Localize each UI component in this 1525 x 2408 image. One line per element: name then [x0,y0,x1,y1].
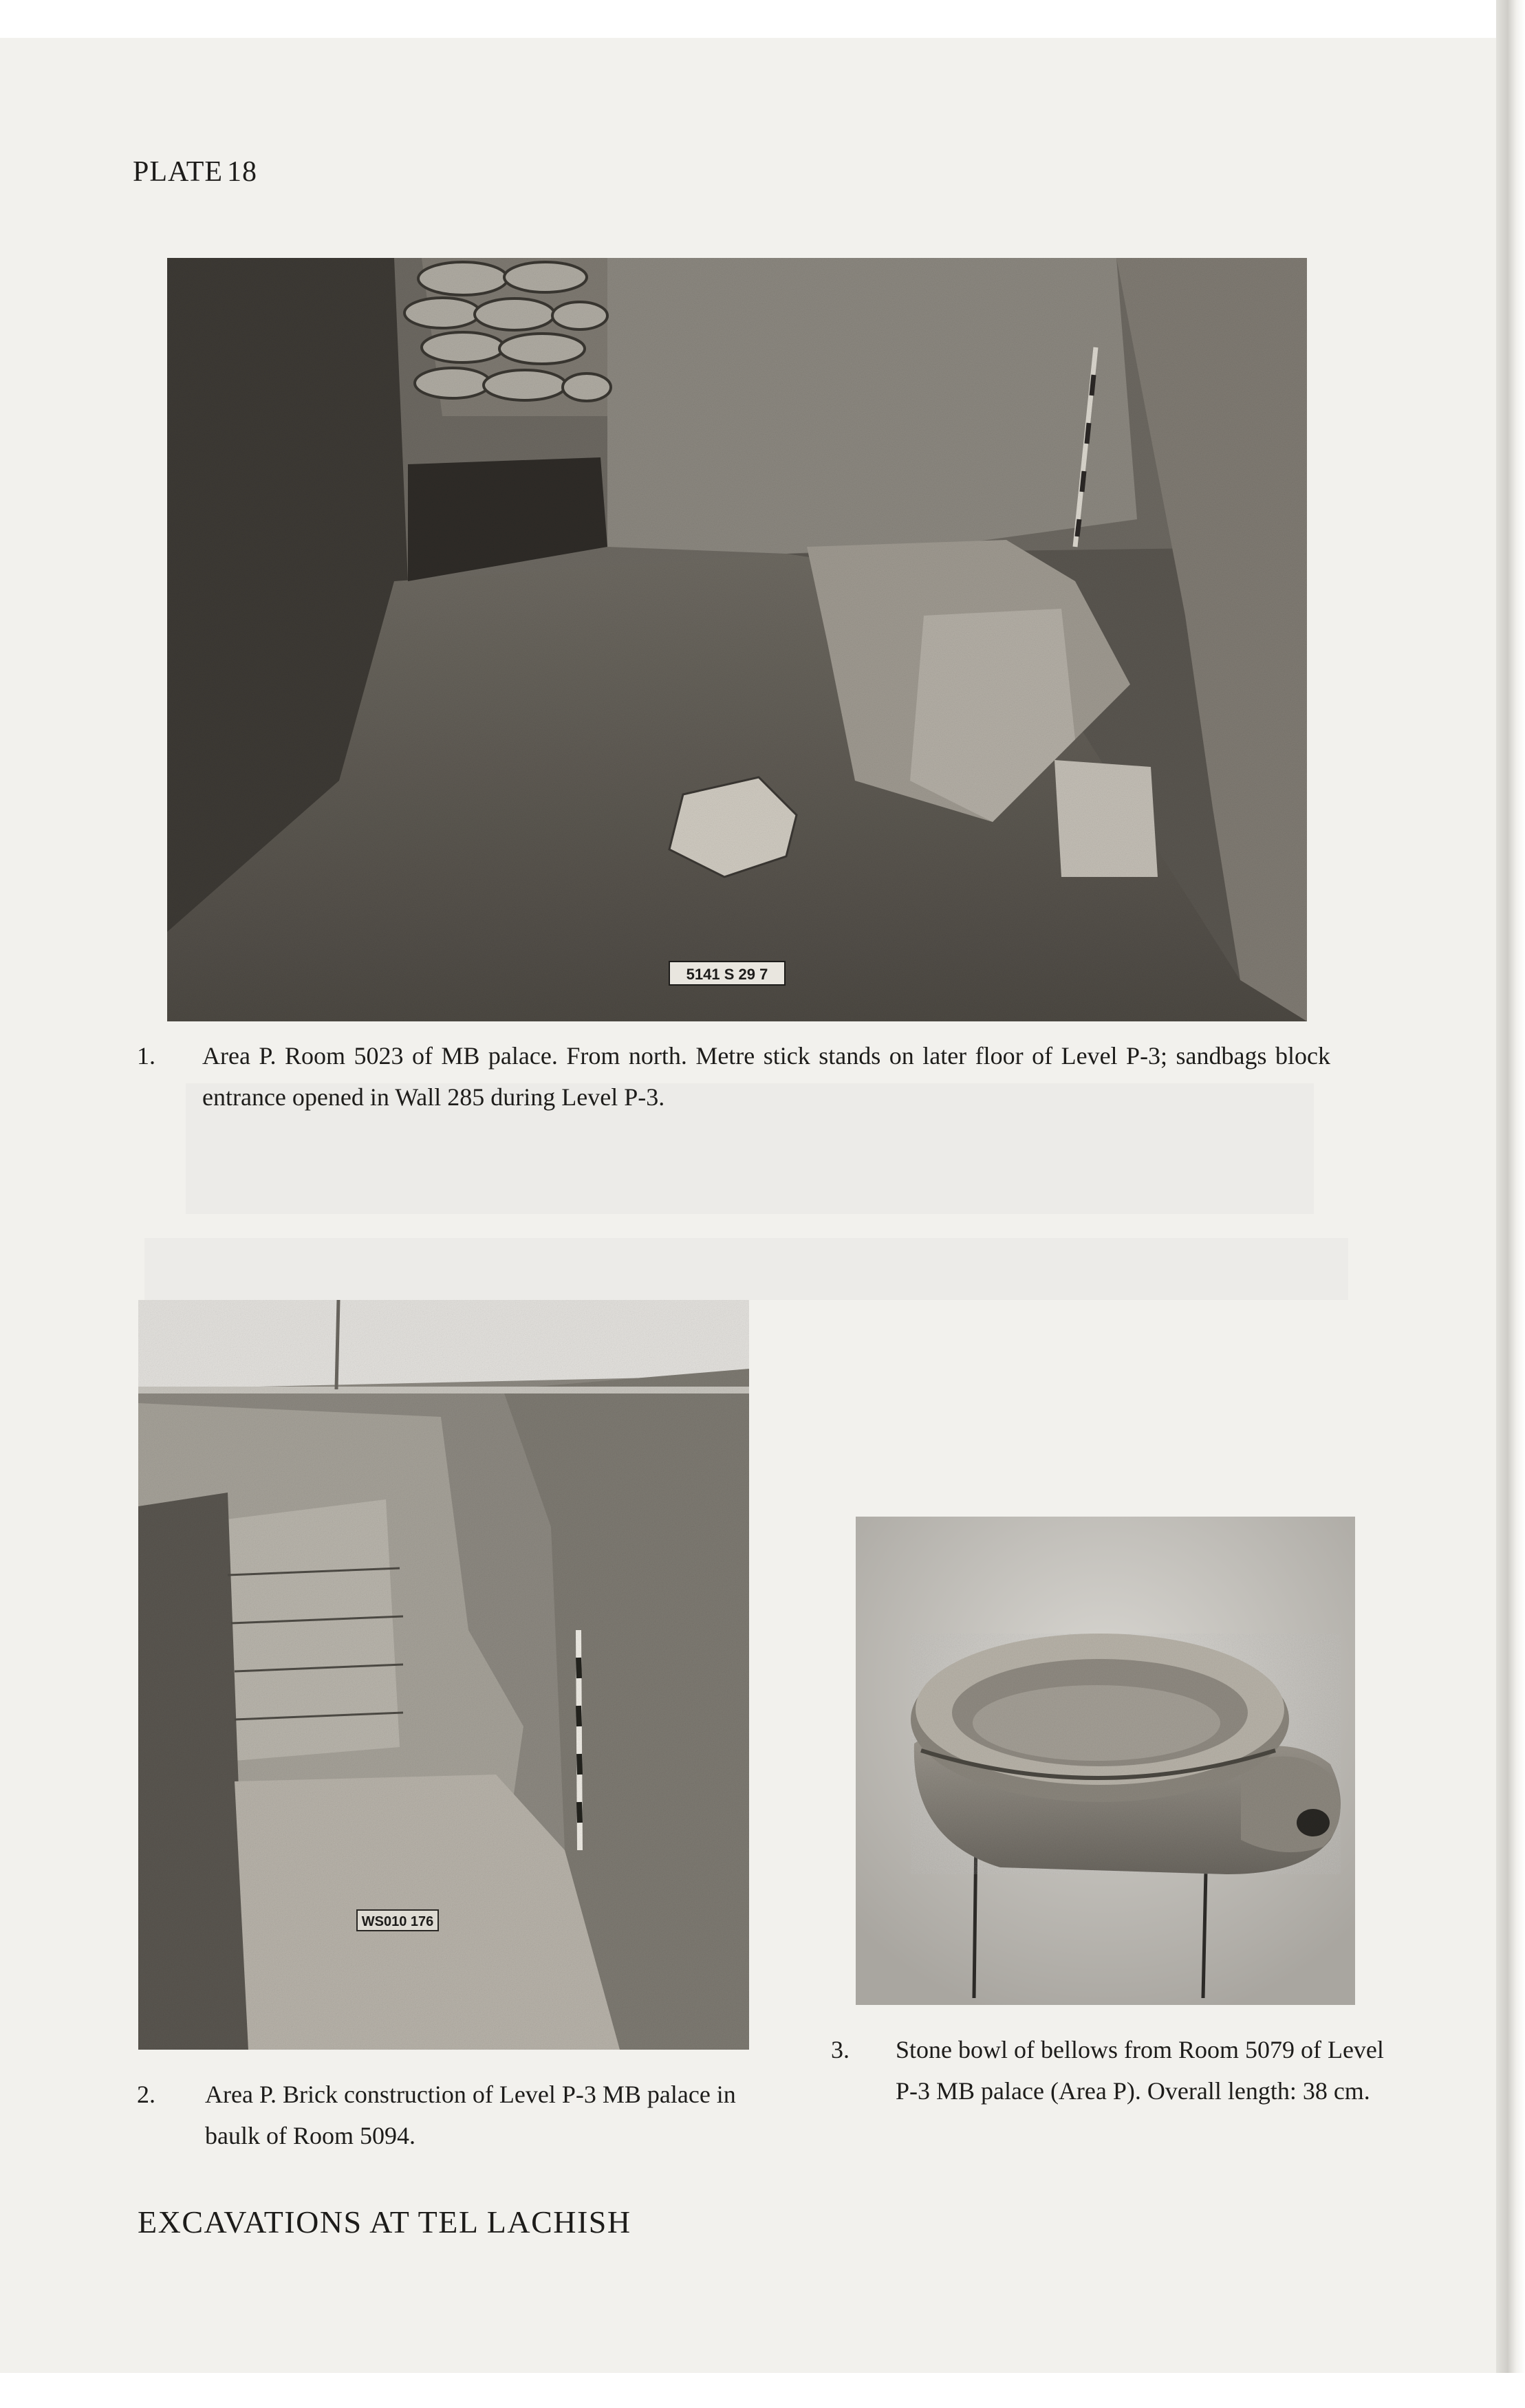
page-edge-bottom [0,2373,1525,2408]
figure-3-photo [856,1517,1355,2005]
figure-3-caption: Stone bowl of bellows from Room 5079 of Level P-3 MB palace (Area P). Overall length: 38 cm. [896,2036,1384,2105]
figure-1-photo [167,258,1307,1021]
figure-3-number: 3. [831,2036,850,2063]
page-edge-top [0,0,1525,38]
figure-2-caption: Area P. Brick construction of Level P-3 MB palace in baulk of Room 5094. [205,2081,736,2149]
figure-1-photo-label: 5141 S 29 7 [686,966,768,983]
figure-1-number: 1. [137,1042,155,1070]
plate-number: 18 [227,156,257,188]
figure-2-number: 2. [137,2081,155,2108]
book-title: EXCAVATIONS AT TEL LACHISH [138,2204,631,2239]
figure-1-caption: Area P. Room 5023 of MB palace. From north. Metre stick stands on later floor of Level P-3; sandbags block entrance opened in Wall 285 during Level P-3. [202,1042,1330,1111]
page-edge-right [1496,0,1525,2408]
plate-heading [133,155,257,188]
figure-2-photo-label: WS010 176 [361,1914,434,1929]
plate-word: PLATE [133,156,223,188]
figure-2-photo [138,1300,749,2050]
show-through-band [144,1238,1348,1300]
